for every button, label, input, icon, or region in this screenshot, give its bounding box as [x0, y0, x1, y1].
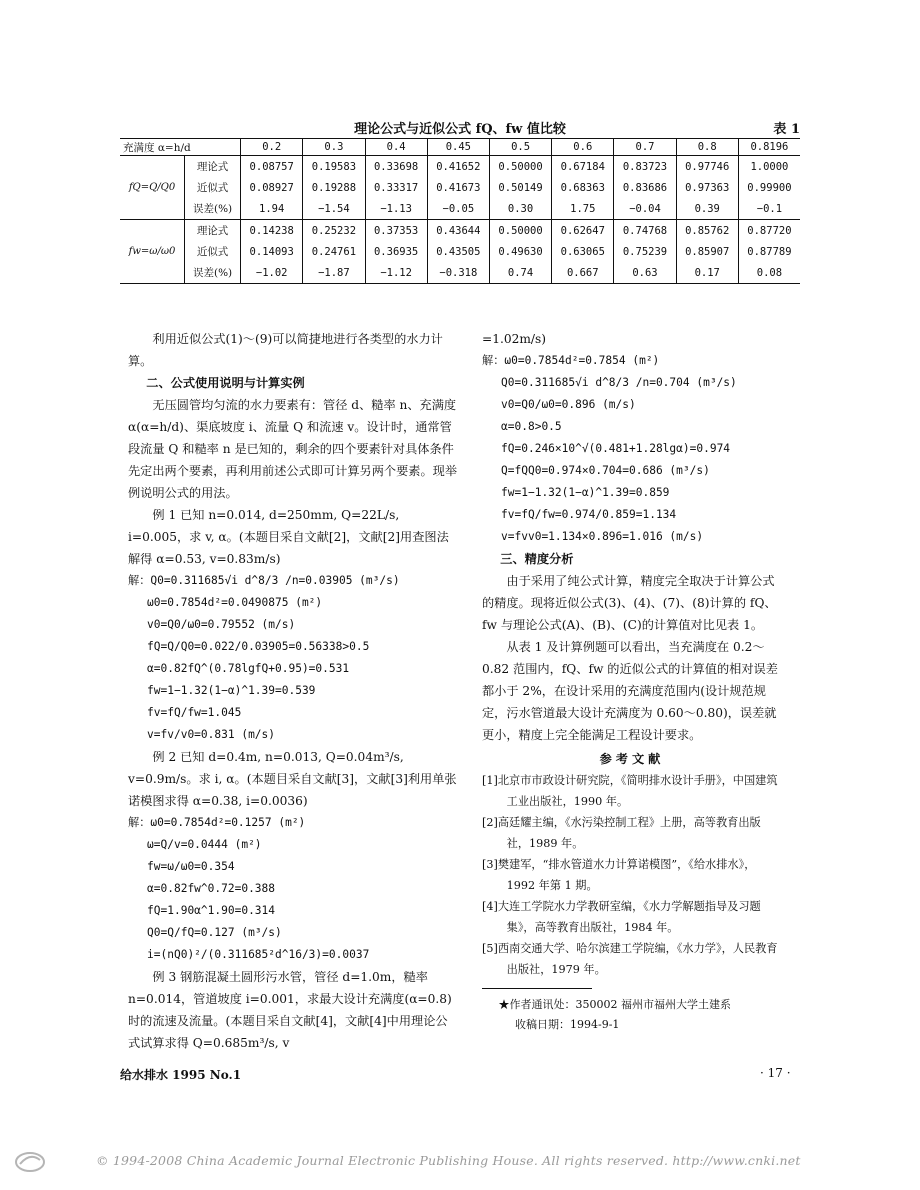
table-cell: 0.43644 — [427, 220, 489, 242]
right-column — [482, 328, 782, 1035]
equation-line: v0=Q0/ω0=0.896 (m/s) — [501, 398, 636, 411]
section-heading-2: 二、公式使用说明与计算实例 — [146, 376, 305, 390]
equation-line: fv=fQ/fw=1.045 — [147, 706, 242, 719]
row-label: 理论式 — [185, 156, 241, 178]
table-cell: 0.49630 — [489, 241, 551, 262]
table-cell: 0.83723 — [614, 156, 676, 178]
table-cell: 0.41652 — [427, 156, 489, 178]
table-cell: 0.62647 — [552, 220, 614, 242]
equation-line: v0=Q0/ω0=0.79552 (m/s) — [147, 618, 296, 631]
table-cell: 0.41673 — [427, 177, 489, 198]
equation-line: α=0.8>0.5 — [501, 420, 562, 433]
alpha-header-cell: 0.5 — [489, 139, 551, 156]
example-3-continuation: =1.02m/s) — [482, 332, 547, 346]
table-cell: 0.33317 — [365, 177, 427, 198]
table-cell: 0.85907 — [676, 241, 738, 262]
table-cell: 0.63065 — [552, 241, 614, 262]
equation-line: fw=1−1.32(1−α)^1.39=0.859 — [501, 486, 670, 499]
author-address: ★作者通讯处：350002 福州市福州大学土建系 — [498, 998, 731, 1011]
table-row — [120, 220, 800, 242]
table-cell: 0.17 — [676, 262, 738, 284]
table-cell: 0.37353 — [365, 220, 427, 242]
table-row — [120, 198, 800, 220]
row-label: 近似式 — [185, 241, 241, 262]
table-cell: 0.08 — [738, 262, 800, 284]
table-cell: 0.50000 — [489, 220, 551, 242]
table-cell: 0.08927 — [241, 177, 303, 198]
references-title: 参考文献 — [599, 752, 665, 766]
fill-ratio-header: 充满度 α=h/d — [120, 139, 241, 156]
table-cell: −0.04 — [614, 198, 676, 220]
alpha-header-cell: 0.2 — [241, 139, 303, 156]
copyright-line: © 1994-2008 China Academic Journal Electronic Publishing House. All rights reserved. http://www.cnki.net — [96, 1153, 801, 1168]
alpha-header-cell: 0.6 — [552, 139, 614, 156]
table-cell: 0.08757 — [241, 156, 303, 178]
table-cell: −1.54 — [303, 198, 365, 220]
table-cell: 0.25232 — [303, 220, 365, 242]
table-row — [120, 177, 800, 198]
table-row — [120, 241, 800, 262]
table-cell: −1.02 — [241, 262, 303, 284]
table-cell: 1.75 — [552, 198, 614, 220]
table-cell: 0.14093 — [241, 241, 303, 262]
reference-item: [2]高廷耀主编，《水污染控制工程》上册，高等教育出版社，1989 年。 — [482, 816, 761, 850]
table-cell: 0.74768 — [614, 220, 676, 242]
equation-line: fw=1−1.32(1−α)^1.39=0.539 — [147, 684, 316, 697]
alpha-header-cell: 0.8196 — [738, 139, 800, 156]
table-cell: −1.87 — [303, 262, 365, 284]
equation-line: 解：Q0=0.311685√i d^8/3 /n=0.03905 (m³/s) — [128, 574, 400, 587]
table-cell: −0.05 — [427, 198, 489, 220]
equation-line: Q0=0.311685√i d^8/3 /n=0.704 (m³/s) — [501, 376, 737, 389]
table-cell: 0.85762 — [676, 220, 738, 242]
table-cell: −1.12 — [365, 262, 427, 284]
received-date: 收稿日期：1994-9-1 — [515, 1018, 620, 1031]
table-cell: 0.67184 — [552, 156, 614, 178]
alpha-header-cell: 0.4 — [365, 139, 427, 156]
page-number: · 17 · — [760, 1066, 791, 1080]
equation-line: Q=fQQ0=0.974×0.704=0.686 (m³/s) — [501, 464, 710, 477]
paragraph-hydraulic-elements: 无压圆管均匀流的水力要素有：管径 d、糙率 n、充满度 α(α=h/d)、渠底坡度 i、流量 Q 和流速 v。设计时，通常管段流量 Q 和糙率 n 是已知的，剩余的四个要素针对具体条件先定出两个要素，再利用前述公式即可计算另两个要素。现举例说明公式的用法。 — [128, 398, 458, 500]
table-cell: 0.68363 — [552, 177, 614, 198]
table-cell: 0.19583 — [303, 156, 365, 178]
table-cell: 0.87720 — [738, 220, 800, 242]
table-cell: 0.19288 — [303, 177, 365, 198]
table-caption — [120, 118, 800, 136]
example-1-statement: 例 1 已知 n=0.014, d=250mm, Q=22L/s, i=0.005，求 v, α。(本题目采自文献[2]，文献[2]用查图法解得 α=0.53, v=0.83m/s) — [128, 508, 449, 566]
paragraph-accuracy: 由于采用了纯公式计算，精度完全取决于计算公式的精度。现将近似公式(3)、(4)、(7)、(8)计算的 fQ、fw 与理论公式(A)、(B)、(C)的计算值对比见表 1。 — [482, 574, 777, 632]
table-cell: −0.318 — [427, 262, 489, 284]
group-label: fw=ω/ω0 — [120, 220, 185, 284]
equation-line: fQ=0.246×10^√(0.481+1.28lgα)=0.974 — [501, 442, 731, 455]
example-3-solution — [482, 350, 782, 548]
table-cell: −0.1 — [738, 198, 800, 220]
equation-line: fv=fQ/fw=0.974/0.859=1.134 — [501, 508, 677, 521]
table-cell: 1.0000 — [738, 156, 800, 178]
equation-line: ω=Q/v=0.0444 (m²) — [147, 838, 262, 851]
example-2-solution — [128, 812, 458, 966]
example-1-solution — [128, 570, 458, 746]
equation-line: α=0.82fw^0.72=0.388 — [147, 882, 276, 895]
equation-line: fQ=Q/Q0=0.022/0.03905=0.56338>0.5 — [147, 640, 370, 653]
example-2-statement: 例 2 已知 d=0.4m, n=0.013, Q=0.04m³/s, v=0.9m/s。求 i, α。(本题目采自文献[3]，文献[3]利用单张诺模图求得 α=0.38, i=0.0036) — [128, 750, 457, 808]
equation-line: Q0=Q/fQ=0.127 (m³/s) — [147, 926, 282, 939]
table-cell: 0.43505 — [427, 241, 489, 262]
equation-line: 解：ω0=0.7854d²=0.1257 (m²) — [128, 816, 306, 829]
example-3-statement: 例 3 钢筋混凝土圆形污水管，管径 d=1.0m，糙率 n=0.014，管道坡度 i=0.001，求最大设计充满度(α=0.8)时的流速及流量。(本题目采自文献[4]，文献[4]中用理论公式试算求得 Q=0.685m³/s, v — [128, 970, 452, 1050]
left-column — [128, 328, 458, 1054]
section-heading-3: 三、精度分析 — [500, 552, 574, 566]
table-cell: 0.75239 — [614, 241, 676, 262]
table-cell: 0.24761 — [303, 241, 365, 262]
cnki-logo-icon — [14, 1148, 46, 1174]
comparison-table — [120, 138, 800, 284]
table-cell: −1.13 — [365, 198, 427, 220]
table-cell: 0.39 — [676, 198, 738, 220]
table-header-row — [120, 139, 800, 156]
table-title: 理论公式与近似公式 fQ、fw 值比较 — [354, 122, 566, 137]
footnote-rule — [482, 988, 592, 989]
group-label: fQ=Q/Q0 — [128, 182, 176, 193]
equation-line: i=(nQ0)²/(0.311685²d^16/3)=0.0037 — [147, 948, 370, 961]
table-cell: 0.97363 — [676, 177, 738, 198]
table-cell: 0.33698 — [365, 156, 427, 178]
reference-item: [4]大连工学院水力学教研室编，《水力学解题指导及习题集》，高等教育出版社，1984 年。 — [482, 900, 761, 934]
table-row — [120, 262, 800, 284]
equation-line: v=fv/v0=0.831 (m/s) — [147, 728, 276, 741]
equation-line: ω0=0.7854d²=0.0490875 (m²) — [147, 596, 323, 609]
equation-line: α=0.82fQ^(0.78lgfQ+0.95)=0.531 — [147, 662, 350, 675]
alpha-header-cell: 0.3 — [303, 139, 365, 156]
table-cell: 0.63 — [614, 262, 676, 284]
row-label: 误差(%) — [185, 198, 241, 220]
table-cell: 1.94 — [241, 198, 303, 220]
intro-paragraph: 利用近似公式(1)～(9)可以简捷地进行各类型的水力计算。 — [128, 332, 443, 368]
equation-line: fQ=1.90α^1.90=0.314 — [147, 904, 276, 917]
table-cell: 0.87789 — [738, 241, 800, 262]
table-cell: 0.83686 — [614, 177, 676, 198]
reference-item: [5]西南交通大学、哈尔滨建工学院编，《水力学》，人民教育出版社，1979 年。 — [482, 942, 778, 976]
paragraph-conclusion: 从表 1 及计算例题可以看出，当充满度在 0.2～0.82 范围内，fQ、fw 的近似公式的计算值的相对误差都小于 2%，在设计采用的充满度范围内(设计规范规定，污水管道最大设计充满度为 0.60～0.80)，误差就更小，精度上完全能满足工程设计要求。 — [482, 640, 778, 742]
alpha-header-cell: 0.8 — [676, 139, 738, 156]
alpha-header-cell: 0.7 — [614, 139, 676, 156]
reference-item: [1]北京市市政设计研究院，《简明排水设计手册》，中国建筑工业出版社，1990 年。 — [482, 774, 778, 808]
journal-footer: 给水排水 1995 No.1 — [120, 1068, 242, 1082]
table-cell: 0.74 — [489, 262, 551, 284]
reference-item: [3]樊建军，“排水管道水力计算诺模图”，《给水排水》，1992 年第 1 期。 — [482, 858, 756, 892]
table-number: 表 1 — [773, 122, 800, 137]
table-cell: 0.99900 — [738, 177, 800, 198]
table-cell: 0.667 — [552, 262, 614, 284]
table-cell: 0.50149 — [489, 177, 551, 198]
row-label: 理论式 — [185, 220, 241, 242]
table-cell: 0.50000 — [489, 156, 551, 178]
table-cell: 0.30 — [489, 198, 551, 220]
table-cell: 0.36935 — [365, 241, 427, 262]
references-list — [482, 770, 782, 980]
equation-line: v=fvv0=1.134×0.896=1.016 (m/s) — [501, 530, 704, 543]
equation-line: fw=ω/ω0=0.354 — [147, 860, 235, 873]
table-cell: 0.97746 — [676, 156, 738, 178]
row-label: 误差(%) — [185, 262, 241, 284]
row-label: 近似式 — [185, 177, 241, 198]
table-cell: 0.14238 — [241, 220, 303, 242]
alpha-header-cell: 0.45 — [427, 139, 489, 156]
table-row — [120, 156, 800, 178]
equation-line: 解：ω0=0.7854d²=0.7854 (m²) — [482, 354, 660, 367]
